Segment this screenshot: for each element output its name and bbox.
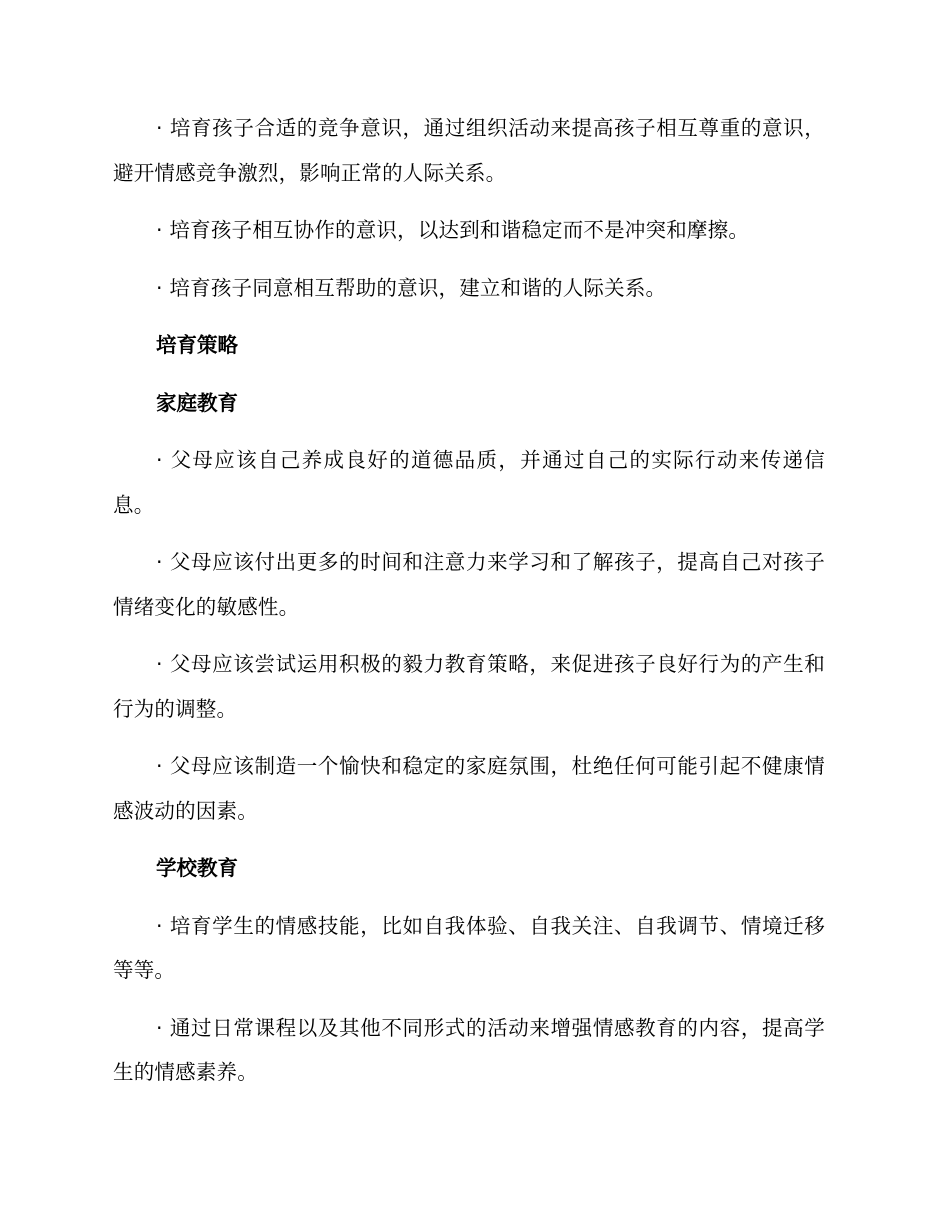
bullet-paragraph: · 培育学生的情感技能，比如自我体验、自我关注、自我调节、情境迁移等等。 [113,913,825,982]
bullet-paragraph: · 父母应该付出更多的时间和注意力来学习和了解孩子，提高自己对孩子情绪变化的敏感性。 [113,550,825,619]
bullet-paragraph: · 通过日常课程以及其他不同形式的活动来增强情感教育的内容，提高学生的情感素养。 [113,1015,825,1084]
bullet-paragraph: · 父母应该自己养成良好的道德品质，并通过自己的实际行动来传递信息。 [113,448,825,517]
bullet-paragraph: · 培育孩子同意相互帮助的意识，建立和谐的人际关系。 [156,275,667,300]
section-heading: 培育策略 [156,333,238,357]
bullet-paragraph: · 父母应该尝试运用积极的毅力教育策略，来促进孩子良好行为的产生和行为的调整。 [113,652,825,721]
bullet-paragraph: · 父母应该制造一个愉快和稳定的家庭氛围，杜绝任何可能引起不健康情感波动的因素。 [113,754,825,823]
subsection-heading: 学校教育 [156,856,238,880]
subsection-heading: 家庭教育 [156,390,238,415]
bullet-paragraph: · 培育孩子相互协作的意识，以达到和谐稳定而不是冲突和摩擦。 [156,218,750,242]
bullet-paragraph: · 培育孩子合适的竞争意识，通过组织活动来提高孩子相互尊重的意识，避开情感竞争激烈，影响正常的人际关系。 [113,116,825,185]
document-body [113,106,825,1108]
